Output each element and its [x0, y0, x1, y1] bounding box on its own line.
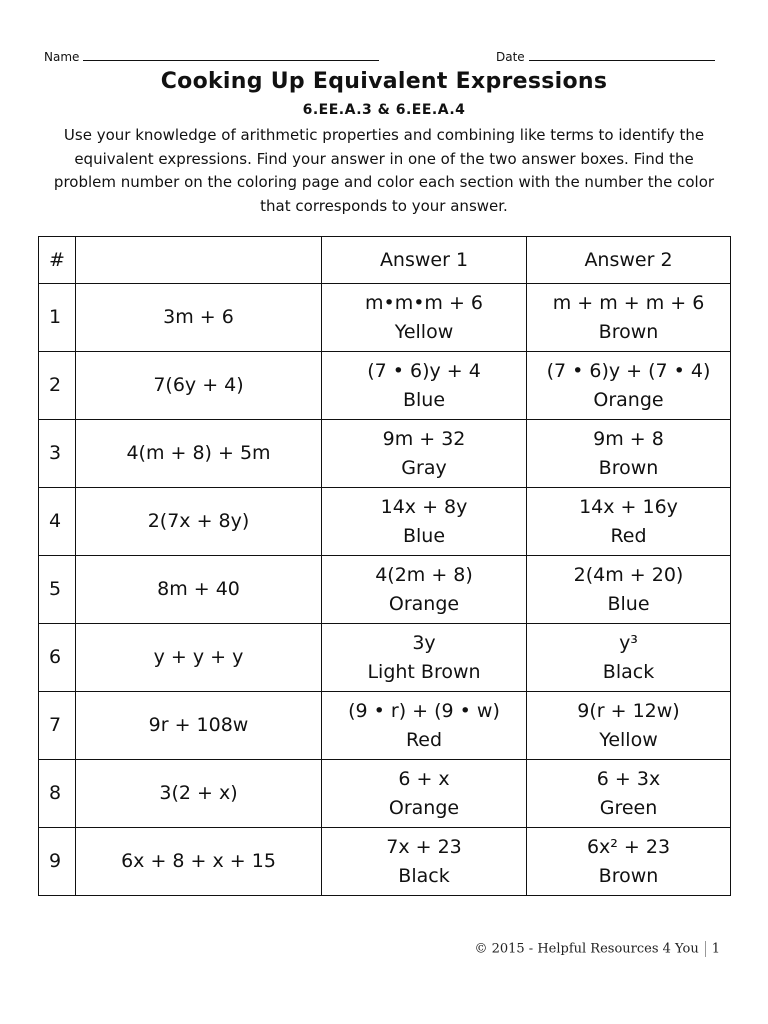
table-row: [39, 624, 731, 692]
answer-1-expression: 3y: [412, 631, 436, 654]
answer-1-cell: [322, 828, 527, 896]
answer-2-color: Brown: [598, 864, 659, 887]
problem-number: 2: [39, 352, 76, 420]
answer-1-cell: [322, 692, 527, 760]
answer-1-color: Blue: [402, 388, 446, 411]
answer-2-expression: (7 • 6)y + (7 • 4): [546, 359, 711, 382]
problem-expression: 7(6y + 4): [76, 352, 322, 420]
answer-2-cell: [527, 760, 731, 828]
problem-expression: 3m + 6: [76, 284, 322, 352]
expressions-table: [38, 236, 731, 896]
date-label: Date: [496, 50, 525, 64]
answer-2-color: Black: [602, 660, 655, 683]
problem-number: 8: [39, 760, 76, 828]
table-row: [39, 284, 731, 352]
answer-1-color: Yellow: [394, 320, 454, 343]
answer-2-color: Green: [599, 796, 658, 819]
answer-1-color: Black: [398, 864, 450, 887]
answer-1-color: Orange: [388, 592, 460, 615]
problem-expression: 6x + 8 + x + 15: [76, 828, 322, 896]
answer-2-color: Yellow: [599, 728, 658, 751]
answer-1-expression: (9 • r) + (9 • w): [348, 699, 500, 722]
date-line[interactable]: [529, 48, 715, 61]
answer-1-expression: m•m•m + 6: [364, 291, 484, 314]
answer-2-color: Red: [610, 524, 647, 547]
table-row: [39, 352, 731, 420]
answer-2-expression: 9m + 8: [593, 427, 664, 450]
problem-number: 7: [39, 692, 76, 760]
answer-2-color: Brown: [598, 320, 659, 343]
answer-1-cell: [322, 488, 527, 556]
answer-2-expression: 14x + 16y: [579, 495, 678, 518]
answer-1-expression: 4(2m + 8): [375, 563, 473, 586]
answer-2-expression: 6x² + 23: [586, 835, 671, 858]
answer-1-expression: 9m + 32: [382, 427, 466, 450]
problem-expression: 4(m + 8) + 5m: [76, 420, 322, 488]
problem-expression: 9r + 108w: [76, 692, 322, 760]
name-line[interactable]: [83, 48, 379, 61]
problem-number: 5: [39, 556, 76, 624]
problem-expression: y + y + y: [76, 624, 322, 692]
header-answer-1: Answer 1: [322, 237, 527, 284]
answer-2-cell: [527, 624, 731, 692]
answer-1-expression: 14x + 8y: [380, 495, 468, 518]
answer-2-expression: m + m + m + 6: [552, 291, 705, 314]
footer-divider: [705, 941, 706, 957]
answer-2-color: Brown: [598, 456, 659, 479]
standards-label: 6.EE.A.3 & 6.EE.A.4: [302, 102, 466, 118]
problem-number: 3: [39, 420, 76, 488]
table-row: [39, 488, 731, 556]
answer-1-cell: [322, 352, 527, 420]
table-row: [39, 760, 731, 828]
answer-2-cell: [527, 692, 731, 760]
page-title: Cooking Up Equivalent Expressions: [160, 69, 608, 94]
table-row: [39, 420, 731, 488]
problem-number: 1: [39, 284, 76, 352]
header-line: [44, 48, 718, 68]
answer-1-cell: [322, 624, 527, 692]
problem-number: 9: [39, 828, 76, 896]
page-number: 1: [711, 941, 720, 957]
answer-2-cell: [527, 828, 731, 896]
instructions-text: Use your knowledge of arithmetic properties and combining like terms to identify the equivalent expressions. Find your answer in one of the two answer boxes. Find the problem number on the coloring page and color each section with the number the color that corresponds to your answer.: [53, 126, 715, 215]
answer-1-expression: 6 + x: [398, 767, 450, 790]
answer-2-expression: 2(4m + 20): [573, 563, 684, 586]
table-row: [39, 556, 731, 624]
answer-1-color: Orange: [388, 796, 460, 819]
table-header-row: [39, 237, 731, 284]
answer-2-cell: [527, 284, 731, 352]
answer-2-expression: y³: [619, 631, 638, 654]
answer-1-color: Blue: [402, 524, 446, 547]
answer-1-cell: [322, 284, 527, 352]
answer-2-cell: [527, 420, 731, 488]
table-row: [39, 692, 731, 760]
answer-1-color: Gray: [401, 456, 447, 479]
problem-number: 4: [39, 488, 76, 556]
problem-expression: 3(2 + x): [76, 760, 322, 828]
problem-expression: 8m + 40: [76, 556, 322, 624]
answer-2-color: Orange: [593, 388, 664, 411]
header-expression: [76, 237, 322, 284]
name-label: Name: [44, 50, 80, 64]
header-answer-2: Answer 2: [527, 237, 731, 284]
copyright-text: © 2015 - Helpful Resources 4 You: [474, 941, 699, 957]
answer-1-expression: 7x + 23: [386, 835, 462, 858]
answer-2-color: Blue: [607, 592, 650, 615]
answer-1-color: Light Brown: [367, 660, 481, 683]
footer: [474, 941, 720, 957]
answer-2-expression: 9(r + 12w): [577, 699, 680, 722]
answer-2-expression: 6 + 3x: [596, 767, 661, 790]
header-number: #: [39, 237, 76, 284]
name-field[interactable]: [44, 48, 379, 64]
problem-expression: 2(7x + 8y): [76, 488, 322, 556]
table-row: [39, 828, 731, 896]
answer-1-cell: [322, 760, 527, 828]
answer-1-cell: [322, 420, 527, 488]
answer-2-cell: [527, 488, 731, 556]
answer-2-cell: [527, 556, 731, 624]
date-field[interactable]: [496, 48, 715, 64]
answer-2-cell: [527, 352, 731, 420]
answer-1-cell: [322, 556, 527, 624]
answer-1-color: Red: [405, 728, 443, 751]
answer-1-expression: (7 • 6)y + 4: [367, 359, 481, 382]
problem-number: 6: [39, 624, 76, 692]
